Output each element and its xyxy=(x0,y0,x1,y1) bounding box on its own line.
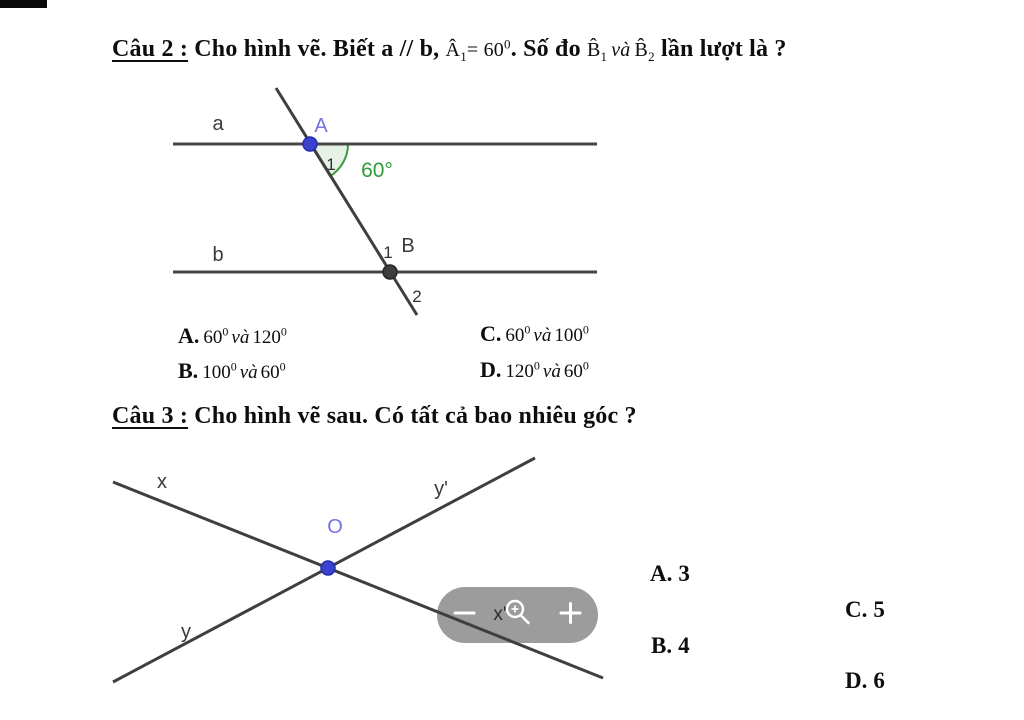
label-ray-y: y xyxy=(181,621,191,643)
question-2-text-post: lần lượt là ? xyxy=(654,36,787,62)
option-3A-letter: A. xyxy=(650,561,673,586)
option-3C-value: 5 xyxy=(873,597,885,622)
label-point-B: B xyxy=(401,235,415,257)
label-line-a: a xyxy=(212,113,224,135)
option-3D-value: 6 xyxy=(873,668,885,693)
option-3C-letter: C. xyxy=(845,597,868,622)
point-O-dot[interactable] xyxy=(321,561,335,575)
label-ray-x: x xyxy=(157,471,167,493)
question-3-label: Câu 3 : xyxy=(112,403,189,429)
math-angle-A1: $Â_1= 60^0$ xyxy=(445,36,511,64)
label-line-b: b xyxy=(212,244,224,266)
transversal-line xyxy=(276,88,417,315)
option-2D-letter: D. xyxy=(480,357,502,382)
math-angle-B1: $B̂_1$ xyxy=(586,39,608,64)
point-B-dot[interactable] xyxy=(383,265,397,279)
option-2D-value: $120^0$ và $60^0$ xyxy=(505,358,589,382)
label-point-A: A xyxy=(314,115,328,137)
option-3B-letter: B. xyxy=(651,633,673,658)
figure-crossing-lines xyxy=(90,440,660,710)
label-angle-B1: 1 xyxy=(383,243,393,262)
question-3-title xyxy=(112,403,637,430)
label-angle-B2: 2 xyxy=(412,287,422,306)
option-3A xyxy=(650,561,690,587)
math-angle-B2: $B̂_2$ xyxy=(634,39,655,64)
option-3D xyxy=(845,668,885,694)
question-3-text: Cho hình vẽ sau. Có tất cả bao nhiêu góc ? xyxy=(188,403,637,429)
option-2B xyxy=(178,358,286,384)
option-2A xyxy=(178,323,287,349)
conjunction-va: và xyxy=(611,39,631,61)
option-3D-letter: D. xyxy=(845,668,868,693)
option-2C-value: $60^0$ và $100^0$ xyxy=(505,322,589,346)
question-2-title xyxy=(112,36,787,63)
option-2B-value: $100^0$ và $60^0$ xyxy=(202,359,286,383)
line-x-xprime xyxy=(113,482,603,678)
question-2-label: Câu 2 : xyxy=(112,36,189,62)
option-2A-letter: A. xyxy=(178,323,200,348)
option-3C xyxy=(845,597,885,623)
option-3B-value: 4 xyxy=(678,633,690,658)
label-ray-y-prime: y' xyxy=(434,478,448,500)
screen-corner-artifact xyxy=(0,0,47,8)
label-angle-60: 60° xyxy=(361,159,393,182)
option-2C-letter: C. xyxy=(480,321,502,346)
option-3A-value: 3 xyxy=(678,561,690,586)
label-ray-x-prime: x' xyxy=(493,604,507,625)
option-3B xyxy=(651,633,690,659)
zoom-control-pill[interactable] xyxy=(437,587,598,643)
question-2-text-mid: . Số đo xyxy=(510,36,587,62)
option-2B-letter: B. xyxy=(178,358,199,383)
figure-parallel-lines xyxy=(80,80,680,330)
point-A-dot[interactable] xyxy=(303,137,317,151)
label-point-O: O xyxy=(327,516,343,538)
option-2D xyxy=(480,357,589,383)
question-2-text-pre: Cho hình vẽ. Biết a // b, xyxy=(188,36,446,62)
option-2C xyxy=(480,321,589,347)
option-2A-value: $60^0$ và $120^0$ xyxy=(203,324,287,348)
label-angle-A1: 1 xyxy=(326,155,336,174)
